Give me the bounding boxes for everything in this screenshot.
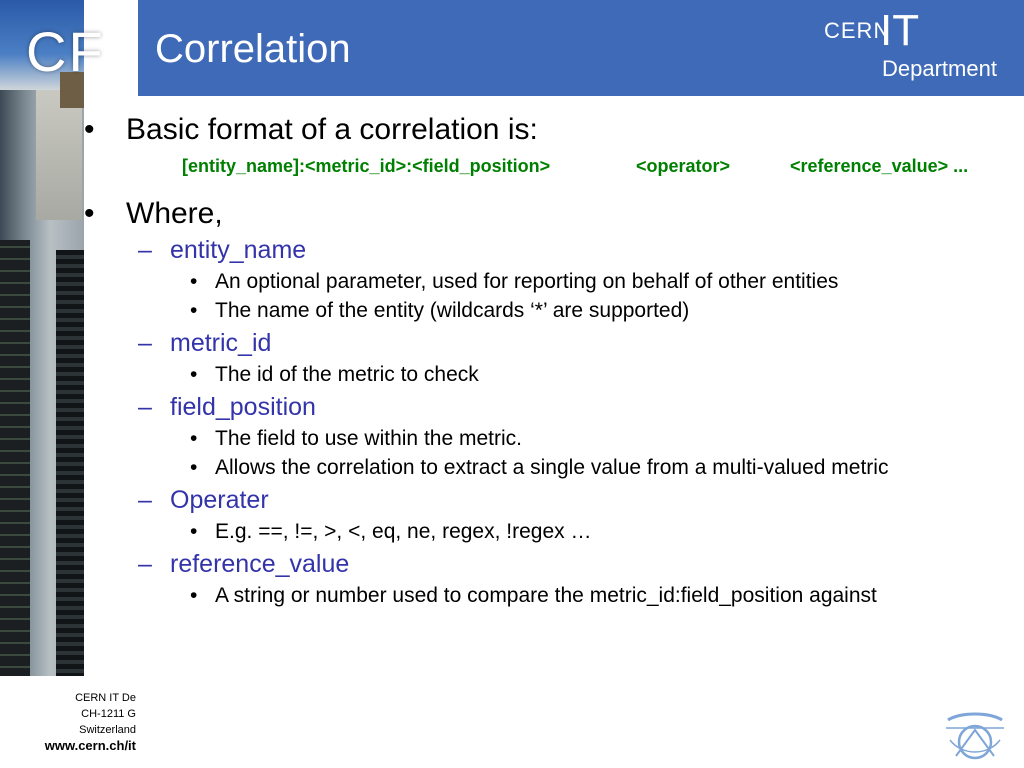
detail-item: • The name of the entity (wildcards ‘*’ are supported) <box>190 299 690 322</box>
format-part-3: <reference_value> ... <box>790 156 969 176</box>
cern-corner-logo-icon <box>940 710 1010 762</box>
photo-rack <box>0 240 30 676</box>
detail-item: • The field to use within the metric. <box>190 427 522 450</box>
bullet-intro: • Basic format of a correlation is: <box>84 113 538 146</box>
logo-department-text: Department <box>882 56 997 81</box>
footer-line-3: Switzerland <box>79 724 136 736</box>
intro-text: Basic format of a correlation is: <box>126 113 538 146</box>
format-part-1: [entity_name]:<metric_id>:<field_position> <box>182 156 551 176</box>
logo-it-text: IT <box>880 6 920 55</box>
detail-item: • An optional parameter, used for reporting on behalf of other entities <box>190 270 839 293</box>
bullet-where: • Where, <box>84 197 223 230</box>
where-text: Where, <box>126 197 223 230</box>
side-photo <box>0 0 84 676</box>
footer-line-2: CH-1211 G <box>81 708 136 720</box>
sub-term-operater: – Operater <box>138 486 269 514</box>
slide-title: Correlation <box>155 27 351 71</box>
detail-item: • E.g. ==, !=, >, <, eq, ne, regex, !regex … <box>190 520 592 543</box>
cern-it-logo <box>824 6 1016 84</box>
slide-content <box>84 110 1014 612</box>
sub-term-field-position: – field_position <box>138 393 316 421</box>
footer-line-1: CERN IT De <box>75 692 136 704</box>
detail-item: • A string or number used to compare the metric_id:field_position against <box>190 584 877 607</box>
sub-term-metric-id: – metric_id <box>138 329 272 357</box>
cf-label: CF <box>26 20 105 83</box>
sub-term-reference-value: – reference_value <box>138 550 350 578</box>
photo-panel <box>36 90 82 220</box>
sub-term-entity-name: – entity_name <box>138 236 307 264</box>
footer-url[interactable]: www.cern.ch/it <box>44 738 136 753</box>
format-line <box>182 156 1014 182</box>
detail-item: • The id of the metric to check <box>190 363 479 386</box>
format-part-2: <operator> <box>636 156 731 176</box>
photo-rack-2 <box>56 250 84 676</box>
detail-item: • Allows the correlation to extract a single value from a multi-valued metric <box>190 456 889 479</box>
logo-cern-text: CERN <box>824 18 891 43</box>
footer-address <box>0 690 136 754</box>
